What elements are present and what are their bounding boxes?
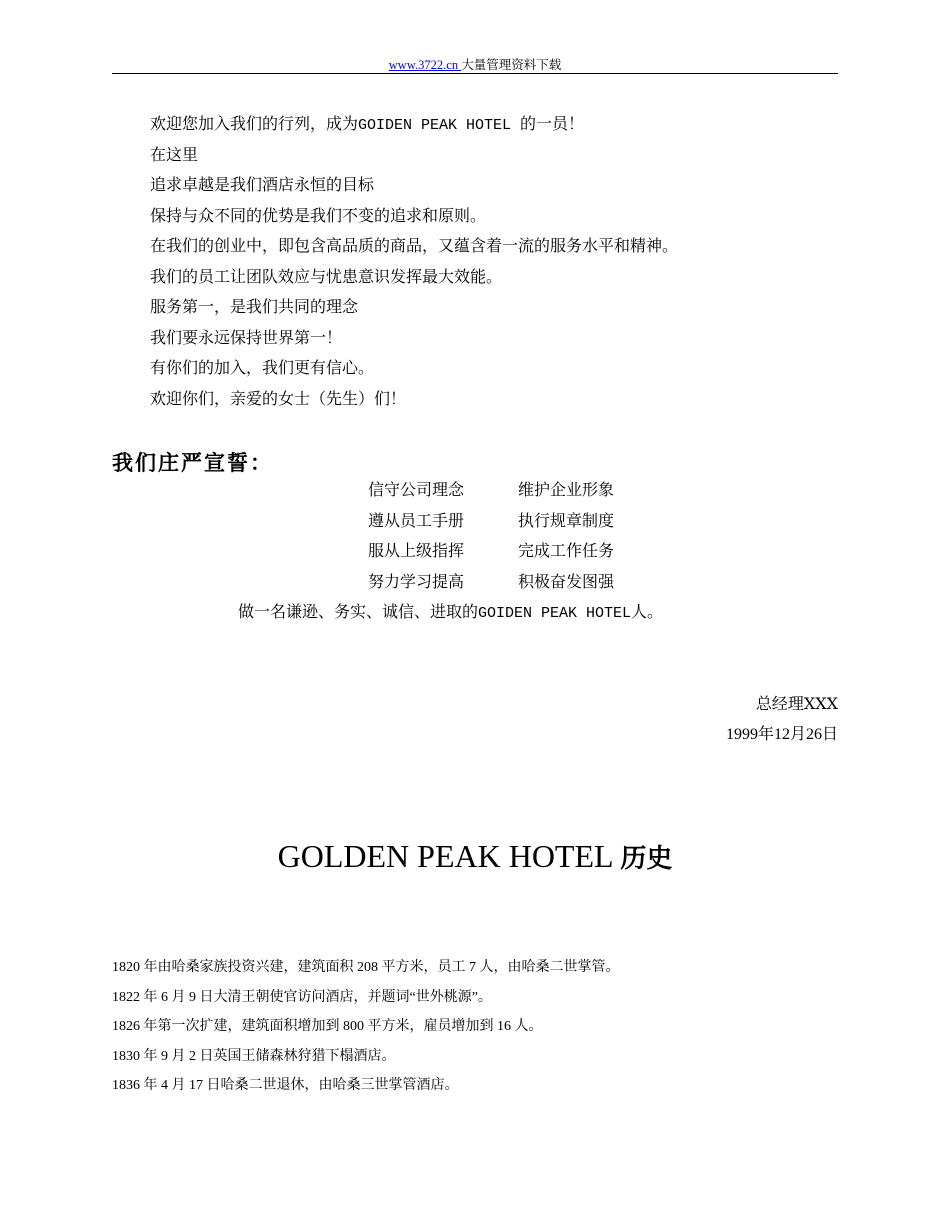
vow-item: 执行规章制度 (518, 510, 615, 530)
welcome-line: 我们的员工让团队效应与忧患意识发挥最大效能。 (150, 266, 503, 286)
history-title (0, 838, 950, 875)
vow-item: 完成工作任务 (518, 541, 615, 560)
history-list (112, 956, 620, 1104)
vow-closing (238, 600, 663, 626)
vow-title: 我们庄严宣誓： (112, 451, 273, 475)
history-entry: 1822 年 6 月 9 日大清王朝使官访问酒店，并题词“世外桃源”。 (112, 989, 492, 1005)
welcome-line: 在我们的创业中，即包含高品质的商品，又蕴含着一流的服务水平和精神。 (150, 236, 679, 255)
history-entry: 1830 年 9 月 2 日英国王储森林狩猎下榻酒店。 (112, 1048, 396, 1064)
hotel-name: GOIDEN PEAK HOTEL (478, 605, 632, 622)
vow-item: 遵从员工手册 (368, 510, 465, 530)
vow-row (368, 539, 614, 570)
vow-row (368, 570, 614, 601)
welcome-line: 我们要永远保持世界第一！ (150, 327, 343, 347)
vow-row (368, 478, 614, 509)
vow-item: 维护企业形象 (518, 480, 615, 499)
welcome-line: 服务第一，是我们共同的理念 (150, 297, 359, 316)
history-title-en: GOLDEN PEAK HOTEL (277, 838, 621, 874)
welcome-line-prefix: 欢迎您加入我们的行列，成为 (150, 114, 359, 133)
vow-item: 信守公司理念 (368, 480, 465, 499)
signature-date: 1999年12月26日 (725, 725, 838, 743)
hotel-name: GOIDEN PEAK HOTEL (358, 117, 521, 134)
vow-closing-prefix: 做一名谦逊、务实、诚信、进取的 (238, 602, 479, 621)
welcome-message (150, 112, 678, 417)
header-tagline: 大量管理资料下载 (461, 58, 562, 72)
vow-list (368, 478, 614, 600)
welcome-line: 欢迎你们，亲爱的女士（先生）们！ (150, 388, 407, 408)
vow-item: 积极奋发图强 (518, 571, 615, 591)
welcome-line-suffix: 的一员！ (520, 114, 585, 133)
history-title-cn: 历史 (620, 844, 673, 874)
welcome-line: 在这里 (150, 144, 199, 164)
vow-item: 努力学习提高 (368, 571, 465, 591)
welcome-line (150, 112, 678, 143)
vow-item: 服从上级指挥 (368, 541, 465, 560)
page-header (112, 55, 838, 74)
history-entry: 1836 年 4 月 17 日哈桑二世退休，由哈桑三世掌管酒店。 (112, 1078, 459, 1093)
site-link[interactable]: www.3722.cn (388, 58, 462, 72)
signatory: 总经理XXX (755, 694, 838, 713)
signature-block (726, 692, 838, 753)
history-entry: 1820 年由哈桑家族投资兴建，建筑面积 208 平方米，员工 7 人，由哈桑二世掌管。 (112, 960, 620, 975)
welcome-line: 有你们的加入，我们更有信心。 (150, 358, 375, 377)
vow-row (368, 509, 614, 540)
welcome-line: 追求卓越是我们酒店永恒的目标 (150, 175, 375, 194)
history-entry: 1826 年第一次扩建，建筑面积增加到 800 平方米，雇员增加到 16 人。 (112, 1019, 543, 1034)
vow-closing-suffix: 人。 (631, 602, 664, 621)
welcome-line: 保持与众不同的优势是我们不变的追求和原则。 (150, 205, 487, 225)
